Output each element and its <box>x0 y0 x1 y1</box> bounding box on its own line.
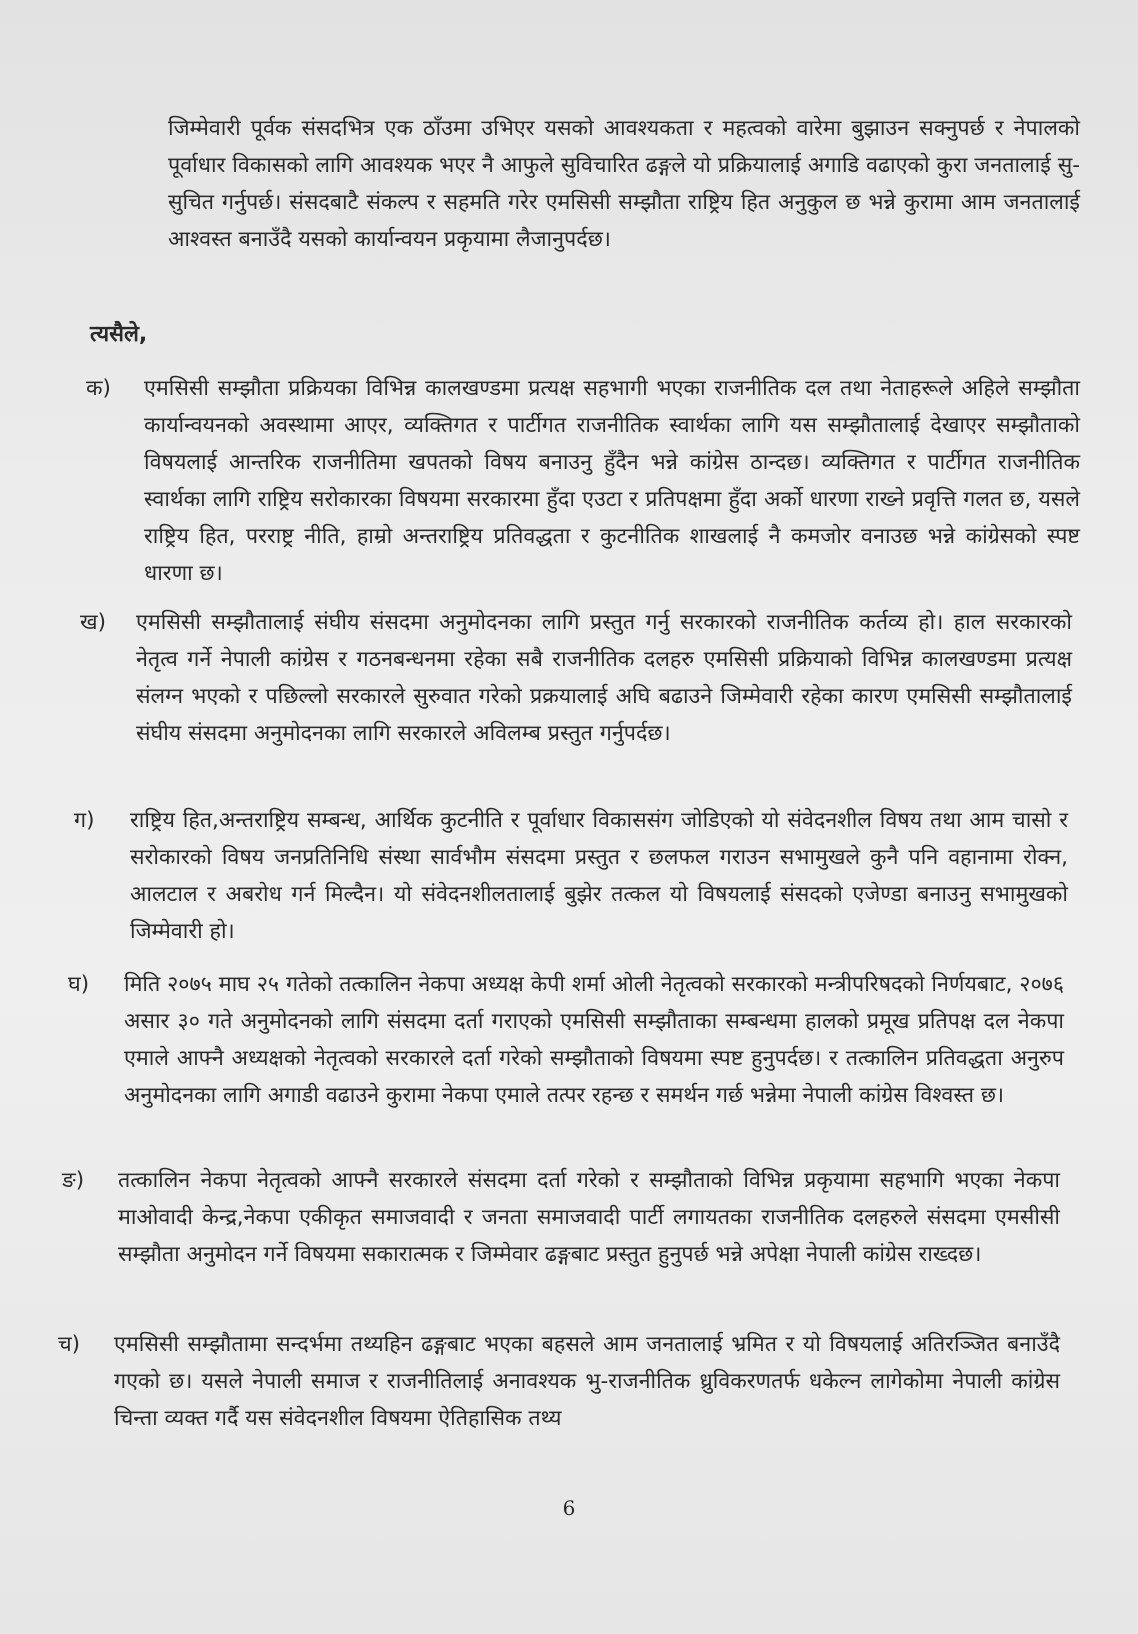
list-item-text: एमसिसी सम्झौतामा सन्दर्भमा तथ्यहिन ढङ्गबाट भएका बहसले आम जनतालाई भ्रमित र यो विषयलाई अतिरञ्जित बनाउँदै गएको छ। यसले नेपाली समाज र राजनीतिलाई अनावश्यक भु-राजनीतिक ध्रुविकरणतर्फ धकेल्न लागेकोमा नेपाली कांग्रेस चिन्ता व्यक्त गर्दै यस संवेदनशील विषयमा ऐतिहासिक तथ्य <box>114 1332 1060 1431</box>
list-item-text: तत्कालिन नेकपा नेतृत्वको आफ्नै सरकारले संसदमा दर्ता गरेको र सम्झौताको विभिन्न प्रकृयामा सहभागि भएका नेकपा माओवादी केन्द्र,नेकपा एकीकृत समाजवादी र जनता समाजवादी पार्टी लगायतका राजनीतिक दलहरुले संसदमा एमसीसी सम्झौता अनुमोदन गर्ने विषयमा सकारात्मक र जिम्मेवार ढङ्गबाट प्रस्तुत हुनुपर्छ भन्ने अपेक्षा नेपाली कांग्रेस राख्दछ। <box>118 1168 1060 1267</box>
list-item-text: एमसिसी सम्झौता प्रक्रियका विभिन्न कालखण्डमा प्रत्यक्ष सहभागी भएका राजनीतिक दल तथा नेताहरूले अहिले सम्झौता कार्यान्वयनको अवस्थामा आएर, व्यक्तिगत र पार्टीगत राजनीतिक स्वार्थका लागि यस सम्झौतालाई देखाएर सम्झौताको विषयलाई आन्तरिक राजनीतिमा खपतको विषय बनाउनु हुँदैन भन्ने कांग्रेस ठान्दछ। व्यक्तिगत र पार्टीगत राजनीतिक स्वार्थका लागि राष्ट्रिय सरोकारका विषयमा सरकारमा हुँदा एउटा र प्रतिपक्षमा हुँदा अर्को धारणा राख्ने प्रवृत्ति गलत छ, यसले राष्ट्रिय हित, परराष्ट्र नीति, हाम्रो अन्तराष्ट्रिय प्रतिवद्धता र कुटनीतिक शाखलाई नै कमजोर वनाउछ भन्ने कांग्रेसको स्पष्ट धारणा छ। <box>144 376 1080 586</box>
list-item-text: मिति २०७५ माघ २५ गतेको तत्कालिन नेकपा अध्यक्ष केपी शर्मा ओली नेतृत्वको सरकारको मन्त्रीपरिषदको निर्णयबाट, २०७६ असार ३० गते अनुमोदनको लागि संसदमा दर्ता गराएको एमसिसी सम्झौताका सम्बन्धमा हालको प्रमूख प्रतिपक्ष दल नेकपा एमाले आफ्नै अध्यक्षको नेतृत्वको सरकारले दर्ता गरेको सम्झौताको विषयमा स्पष्ट हुनुपर्दछ। र तत्कालिन प्रतिवद्धता अनुरुप अनुमोदनका लागि अगाडी वढाउने कुरामा नेकपा एमाले तत्पर रहन्छ र समर्थन गर्छ भन्नेमा नेपाली कांग्रेस विश्वस्त छ। <box>124 972 1064 1108</box>
list-marker: क) <box>86 376 111 401</box>
page-number: 6 <box>562 1496 576 1520</box>
list-marker: ग) <box>74 808 95 833</box>
list-marker: ङ) <box>62 1168 85 1193</box>
list-marker: च) <box>58 1332 81 1357</box>
lead-heading: त्यसैले, <box>90 322 148 347</box>
list-marker: ख) <box>80 610 106 635</box>
intro-paragraph: जिम्मेवारी पूर्वक संसदभित्र एक ठाँउमा उभिएर यसको आवश्यकता र महत्वको वारेमा बुझाउन सक्नुपर्छ र नेपालको पूर्वाधार विकासको लागि आवश्यक भएर नै आफुले सुविचारित ढङ्गले यो प्रक्रियालाई अगाडि वढाएको कुरा जनतालाई सु-सुचित गर्नुपर्छ। संसदबाटै संकल्प र सहमति गरेर एमसिसी सम्झौता राष्ट्रिय हित अनुकुल छ भन्ने कुरामा आम जनतालाई आश्वस्त बनाउँदै यसको कार्यान्वयन प्रकृयामा लैजानुपर्दछ। <box>168 116 1080 252</box>
list-marker: घ) <box>68 972 90 997</box>
list-item-text: एमसिसी सम्झौतालाई संघीय संसदमा अनुमोदनका लागि प्रस्तुत गर्नु सरकारको राजनीतिक कर्तव्य हो। हाल सरकारको नेतृत्व गर्ने नेपाली कांग्रेस र गठनबन्धनमा रहेका सबै राजनीतिक दलहरु एमसिसी प्रक्रियाको विभिन्न कालखण्डमा प्रत्यक्ष संलग्न भएको र पछिल्लो सरकारले सुरुवात गरेको प्रक्रयालाई अघि बढाउने जिम्मेवारी रहेका कारण एमसिसी सम्झौतालाई संघीय संसदमा अनुमोदनका लागि सरकारले अविलम्ब प्रस्तुत गर्नुपर्दछ। <box>136 610 1072 746</box>
list-item-text: राष्ट्रिय हित,अन्तराष्ट्रिय सम्बन्ध, आर्थिक कुटनीति र पूर्वाधार विकाससंग जोडिएको यो संवेदनशील विषय तथा आम चासो र सरोकारको विषय जनप्रतिनिधि संस्था सार्वभौम संसदमा प्रस्तुत र छलफल गराउन सभामुखले कुनै पनि वहानामा रोक्न, आलटाल र अबरोध गर्न मिल्दैन। यो संवेदनशीलतालाई बुझेर तत्कल यो विषयलाई संसदको एजेण्डा बनाउनु सभामुखको जिम्मेवारी हो। <box>130 808 1068 944</box>
